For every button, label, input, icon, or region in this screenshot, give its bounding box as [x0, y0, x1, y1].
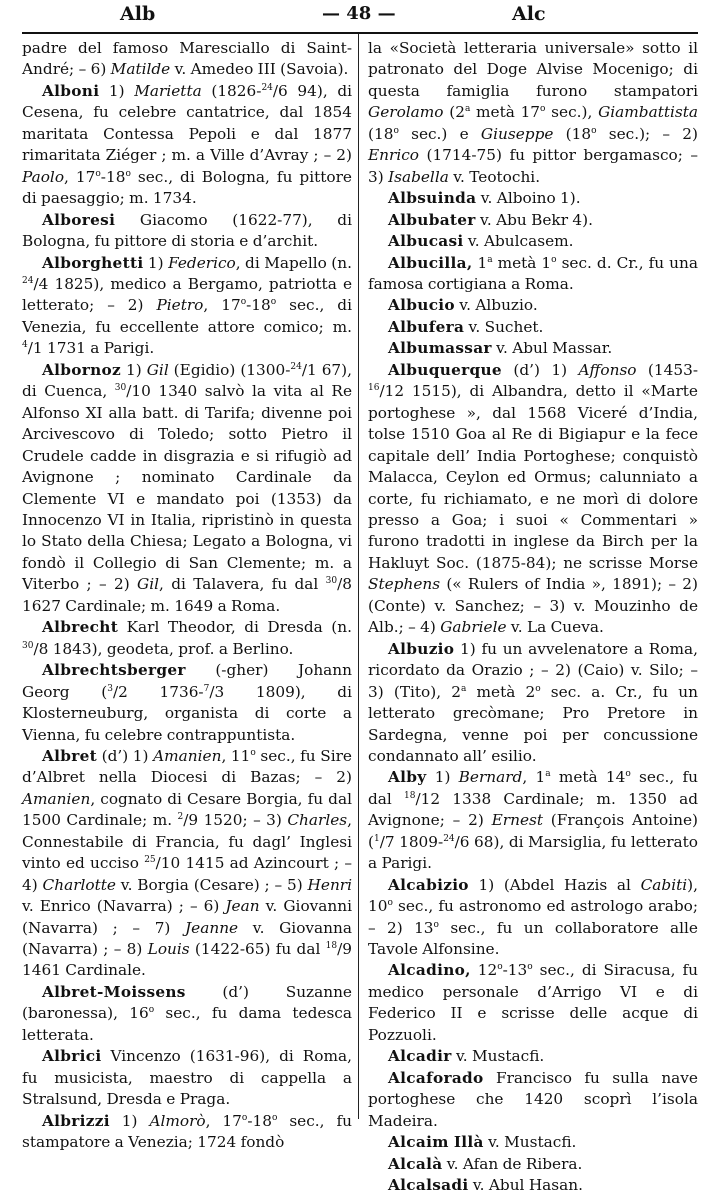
dictionary-entry	[22, 38, 352, 81]
entry-text: 1) Bernard, 1$^a$ metà 14$^o$ sec., fu dal $^{18}$/12 1338 Cardinale; m. 1350 ad Avignone; – 2) Ernest (François Antoine) ($^1$/7 1809-$^{24}$/6 68), di Marsiglia, fu letterato a Parigi.	[368, 768, 699, 873]
dictionary-entry	[368, 1068, 698, 1132]
dictionary-entry	[368, 1154, 698, 1175]
header-rule	[22, 32, 698, 34]
entry-headword: Albuquerque	[388, 360, 502, 379]
entry-text: 1) (Abdel Hazis al Cabiti), 10$^o$ sec., fu astronomo ed astrologo arabo; – 2) 13$^o$ sec., fu un collaboratore alle Tavole Alfonsine.	[368, 875, 698, 959]
entry-text: Karl Theodor, di Dresda (n. $^{30}$/8 1843), geodeta, prof. a Berlino.	[22, 618, 352, 658]
entry-text: v. Abulcasem.	[463, 232, 574, 251]
dictionary-entry	[368, 188, 698, 209]
entry-text: v. Abul Massar.	[491, 339, 613, 358]
entry-headword: Alcabizio	[388, 875, 469, 894]
dictionary-entry	[22, 746, 352, 982]
dictionary-entry	[22, 253, 352, 360]
dictionary-entry	[368, 338, 698, 359]
entry-headword: Albret	[42, 746, 98, 765]
dictionary-entry	[22, 660, 352, 746]
entry-headword: Albucio	[388, 296, 455, 315]
dictionary-entry	[368, 960, 698, 1046]
entry-headword: Alboresi	[42, 210, 116, 229]
dictionary-entry	[368, 360, 698, 639]
entry-headword: Alby	[388, 768, 427, 787]
entry-headword: Alcaforado	[388, 1068, 484, 1087]
dictionary-entry	[368, 1132, 698, 1153]
entry-headword: Alcaim Illà	[388, 1133, 484, 1152]
entry-headword: Albumassar	[388, 339, 492, 358]
entry-headword: Alcadino,	[388, 961, 471, 980]
entry-text: v. Afan de Ribera.	[442, 1154, 583, 1173]
dictionary-entry	[368, 875, 698, 961]
entry-text: (d’) 1) Amanien, 11$^o$ sec., fu Sire d’Albret nella Diocesi di Bazas; – 2) Amanien, cognato di Cesare Borgia, fu dal 1500 Cardinale; m. $^2$/9 1520; – 3) Charles, Connestabile di Francia, fu dagl’ Inglesi vinto ed ucciso $^{25}$/10 1415 ad Azincourt ; – 4) Charlotte v. Borgia (Cesare) ; – 5) Henri v. Enrico (Navarra) ; – 6) Jean v. Giovanni (Navarra) ; – 7) Jeanne v. Giovanna (Navarra) ; – 8) Louis (1422-65) fu dal $^{18}$/9 1461 Cardinale.	[22, 746, 353, 980]
dictionary-entry	[368, 317, 698, 338]
entry-text: v. Albuzio.	[454, 296, 538, 315]
entry-text: 1) fu un avvelenatore a Roma, ricordato da Orazio ; – 2) (Caio) v. Silo; – 3) (Tito), 2$^a$ metà 2$^o$ sec. a. Cr., fu un letterato grecòmane; Pro Pretore in Sardegna, venne poi per concussione condannato all’ esilio.	[368, 639, 698, 765]
entry-text: Vincenzo (1631-96), di Roma, fu musicista, maestro di cappella a Stralsund, Dresda e Praga.	[22, 1047, 352, 1109]
dictionary-entry	[368, 253, 698, 296]
dictionary-entry	[368, 639, 698, 768]
entry-text: (d’) Suzanne (baronessa), 16$^o$ sec., fu dama tedesca letterata.	[22, 982, 352, 1044]
entry-text: Francisco fu sulla nave portoghese che 1420 scoprì l’isola Madeira.	[368, 1068, 698, 1130]
dictionary-entry	[22, 81, 352, 210]
entry-headword: Alborghetti	[42, 253, 144, 272]
left-column	[22, 38, 352, 1154]
entry-text: v. Alboino 1).	[476, 189, 581, 208]
entry-headword: Albucilla,	[388, 253, 473, 272]
entry-headword: Albrecht	[42, 618, 119, 637]
entry-headword: Albufera	[388, 317, 465, 336]
entry-text: v. Abu Bekr 4).	[475, 210, 593, 229]
entry-text: Giacomo (1622-77), di Bologna, fu pittore di storia e d’archit.	[22, 210, 352, 251]
dictionary-entry	[368, 295, 698, 316]
right-column	[368, 38, 698, 1196]
dictionary-entry	[368, 210, 698, 231]
entry-headword: Albrici	[42, 1047, 102, 1066]
entry-headword: Albornoz	[42, 360, 122, 379]
running-head-left: Alb	[120, 3, 156, 25]
entry-text: 1) Gil (Egidio) (1300-$^{24}$/1 67), di Cuenca, $^{30}$/10 1340 salvò la vita al Re Alfonso XI alla batt. di Tarifa; divenne poi Arcivescovo di Toledo; sotto Pietro il Crudele cadde in disgrazia e si rifugiò ad Avignone ; nominato Cardinale da Clemente VI e mandato poi (1353) da Innocenzo VI in Italia, ripristinò in questa lo Stato della Chiesa; Legato a Bologna, vi fondò il Collegio di San Clemente; m. a Viterbo ; – 2) Gil, di Talavera, fu dal $^{30}$/8 1627 Cardinale; m. 1649 a Roma.	[22, 360, 352, 615]
entry-headword: Albucasi	[388, 232, 464, 251]
page-number: — 48 —	[322, 3, 396, 24]
entry-text: v. Suchet.	[464, 317, 544, 336]
entry-headword: Alcalsadi	[388, 1176, 469, 1195]
entry-text: 1) Marietta (1826-$^{24}$/6 94), di Cesena, fu celebre cantatrice, dal 1854 maritata Contessa Pepoli e dal 1877 rimaritata Ziéger ; m. a Ville d’Avray ; – 2) Paolo, 17$^o$-18$^o$ sec., di Bologna, fu pittore di paesaggio; m. 1734.	[22, 81, 352, 208]
dictionary-entry	[368, 1046, 698, 1067]
column-divider	[358, 34, 359, 1119]
dictionary-entry	[22, 617, 352, 660]
entry-text: 1$^a$ metà 1$^o$ sec. d. Cr., fu una famosa cortigiana a Roma.	[368, 253, 698, 293]
entry-headword: Alcalà	[388, 1154, 443, 1173]
dictionary-entry	[22, 360, 352, 617]
dictionary-entry	[22, 1046, 352, 1110]
entry-headword: Albuzio	[388, 639, 455, 658]
dictionary-entry	[22, 210, 352, 253]
entry-headword: Albsuinda	[388, 189, 477, 208]
entry-text: la «Società letteraria universale» sotto il patronato del Doge Alvise Mocenigo; di questa famiglia furono stampatori Gerolamo (2$^a$ metà 17$^o$ sec.), Giambattista (18$^o$ sec.) e Giuseppe (18$^o$ sec.); – 2) Enrico (1714-75) fu pittor bergamasco; – 3) Isabella v. Teotochi.	[368, 39, 699, 186]
entry-text: (-gher) Johann Georg ($^3$/2 1736-$^7$/3 1809), di Klosterneuburg, organista di corte a Vienna, fu celebre contrappuntista.	[22, 661, 352, 744]
dictionary-entry	[368, 1175, 698, 1196]
running-head-right: Alc	[512, 3, 546, 25]
dictionary-entry	[368, 38, 698, 188]
entry-headword: Albubater	[388, 210, 476, 229]
dictionary-entry	[22, 1111, 352, 1154]
entry-text: 1) Federico, di Mapello (n. $^{24}$/4 1825), medico a Bergamo, patriotta e letterato; – 2) Pietro, 17$^o$-18$^o$ sec., di Venezia, fu eccellente attore comico; m. $^4$/1 1731 a Parigi.	[22, 253, 352, 358]
dictionary-entry	[368, 767, 698, 874]
entry-text: v. Mustacfi.	[451, 1047, 545, 1066]
entry-text: 1) Almorò, 17$^o$-18$^o$ sec., fu stampatore a Venezia; 1724 fondò	[22, 1111, 352, 1152]
entry-headword: Alcadir	[388, 1047, 452, 1066]
entry-headword: Albrizzi	[42, 1111, 110, 1130]
entry-text: (d’) 1) Affonso (1453-$^{16}$/12 1515), di Albandra, detto il «Marte portoghese », dal 1568 Viceré d’India, tolse 1510 Goa al Re di Bigiapur e la fece capitale dell’ India Portoghese; conquistò Malacca, Ceylon ed Ormus; calunniato a corte, fu richiamato, e ne morì di dolore presso a Goa; i suoi « Commentari » furono tradotti in inglese da Birch per la Hakluyt Soc. (1875-84); ne scrisse Morse Stephens (« Rulers of India », 1891); – 2) (Conte) v. Sanchez; – 3) v. Mouzinho de Alb.; – 4) Gabriele v. La Cueva.	[368, 360, 698, 637]
entry-headword: Albret-Moissens	[42, 982, 186, 1001]
dictionary-entry	[368, 231, 698, 252]
entry-text: padre del famoso Maresciallo di Saint-André; – 6) Matilde v. Amedeo III (Savoia).	[22, 39, 352, 79]
entry-headword: Alboni	[42, 81, 100, 100]
dictionary-entry	[22, 982, 352, 1046]
entry-headword: Albrechtsberger	[42, 661, 186, 680]
entry-text: v. Abul Hasan.	[468, 1176, 583, 1195]
entry-text: v. Mustacfi.	[483, 1133, 577, 1152]
entry-text: 12$^o$-13$^o$ sec., di Siracusa, fu medico personale d’Arrigo VI e di Federico II e scrisse delle acque di Pozzuoli.	[368, 961, 698, 1044]
